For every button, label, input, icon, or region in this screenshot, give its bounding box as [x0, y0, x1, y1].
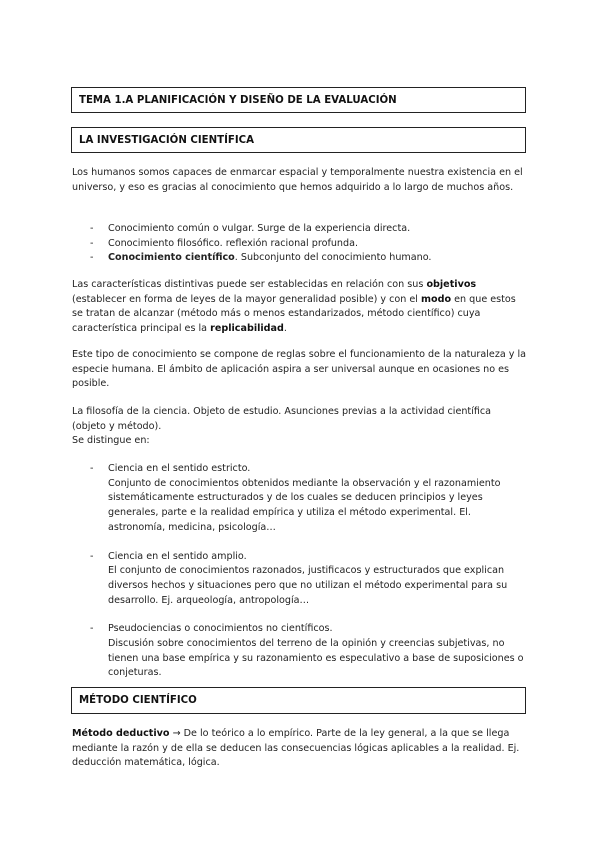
science-desc: Discusión sobre conocimientos del terreno de la opinión y creencias subjetivas, no tienen una base empírica y su razonamiento es especulativo a base de suposiciones o conjeturas.	[108, 638, 524, 679]
keyword-modo: modo	[421, 293, 452, 305]
heading-investigacion	[71, 127, 526, 153]
list-item-bold: Conocimiento científico	[108, 252, 235, 264]
deductive-label: Método deductivo	[72, 728, 170, 739]
science-title: Ciencia en el sentido estricto.	[108, 463, 251, 474]
heading-metodo-text: MÉTODO CIENTÍFICO	[79, 695, 197, 706]
rules-paragraph: Este tipo de conocimiento se compone de reglas sobre el funcionamiento de la naturaleza y la especie humana. El ámbito de aplicación aspira a ser universal aunque en ocasiones no es posible.	[72, 349, 527, 390]
science-desc: Conjunto de conocimientos obtenidos mediante la observación y el razonamiento sistemáticamente estructurados y de los cuales se deducen principios y leyes generales, parte e la realidad empírica y utiliza el método experimental. El. astronomía, medicina, psicología…	[108, 477, 501, 533]
list-item-text: . Subconjunto del conocimiento humano.	[234, 252, 432, 264]
list-item: - Pseudociencias o conocimientos no científicos. Discusión sobre conocimientos del terreno de la opinión y creencias subjetivas, no tienen una base empírica y su razonamiento es especulativo a base de suposiciones o conjeturas.	[90, 622, 527, 681]
list-item: - Ciencia en el sentido amplio. El conjunto de conocimientos razonados, justificacos y estructurados que explican diversos hechos y situaciones pero que no utilizan el método experimental para su desarrollo. Ej. arqueología, antropología…	[90, 550, 527, 609]
heading-tema-text: TEMA 1.A PLANIFICACIÓN Y DISEÑO DE LA EVALUACIÓN	[79, 94, 397, 106]
deductive-paragraph: Método deductivo → De lo teórico a lo empírico. Parte de la ley general, a la que se llega mediante la razón y de ella se deducen las consecuencias lógicas aplicables a la realidad. Ej. deducción matemática, lógica.	[72, 728, 520, 769]
keyword-objetivos: objetivos	[426, 279, 477, 290]
philosophy-paragraph	[72, 405, 527, 449]
intro-paragraph: Los humanos somos capaces de enmarcar espacial y temporalmente nuestra existencia en el universo, y eso es gracias al conocimiento que hemos adquirido a lo largo de muchos años.	[72, 167, 523, 193]
list-item: - Ciencia en el sentido estricto. Conjunto de conocimientos obtenidos mediante la observación y el razonamiento sistemáticamente estructurados y de los cuales se deducen principios y leyes generales, parte e la realidad empírica y utiliza el método experimental. El. astronomía, medicina, psicología…	[90, 462, 527, 536]
philosophy-line-1: La filosofía de la ciencia. Objeto de estudio. Asunciones previas a la actividad científica (objeto y método).	[72, 406, 492, 432]
heading-investigacion-text: LA INVESTIGACIÓN CIENTÍFICA	[79, 134, 255, 146]
heading-metodo	[71, 687, 526, 714]
arrow-icon: →	[172, 728, 181, 739]
list-item-text: Conocimiento filosófico. reflexión racional profunda.	[108, 237, 359, 249]
science-title: Pseudociencias o conocimientos no científicos.	[108, 623, 333, 635]
keyword-replicabilidad: replicabilidad	[210, 323, 284, 335]
heading-tema	[71, 87, 526, 113]
philosophy-line-2: Se distingue en:	[72, 435, 150, 447]
list-item: - Conocimiento científico. Subconjunto del conocimiento humano.	[90, 252, 432, 264]
characteristics-paragraph: Las características distintivas puede ser establecidas en relación con sus objetivos (establecer en forma de leyes de la mayor generalidad posible) y con el modo en que estos se tratan de alcanzar (método más o menos estandarizados, método científico) cuya característica principal es la replicabilidad.	[72, 279, 516, 335]
knowledge-list	[90, 222, 527, 266]
list-item-text: Conocimiento común o vulgar. Surge de la experiencia directa.	[108, 223, 411, 234]
list-item: - Conocimiento común o vulgar. Surge de la experiencia directa.	[90, 223, 411, 234]
science-list	[90, 462, 527, 681]
science-title: Ciencia en el sentido amplio.	[108, 550, 247, 562]
science-desc: El conjunto de conocimientos razonados, justificacos y estructurados que explican diversos hechos y situaciones pero que no utilizan el método experimental para su desarrollo. Ej. arqueología, antropología…	[108, 565, 508, 606]
list-item: - Conocimiento filosófico. reflexión racional profunda.	[90, 237, 359, 249]
